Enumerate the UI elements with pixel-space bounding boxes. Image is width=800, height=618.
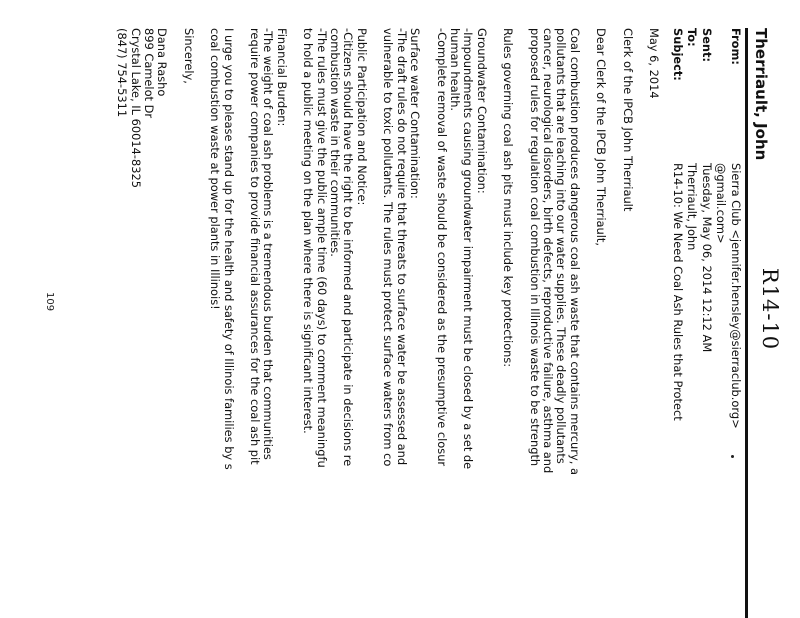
surface-line: -The draft rules do not require that threats to surface water be assessed and [394, 28, 409, 466]
intro-line: proposed rules for regulation coal combustion in Illinois waste to be strength [527, 28, 542, 467]
participation-line: Public Participation and Notice: [354, 28, 369, 206]
signature-block [115, 28, 169, 618]
groundwater-line: -Complete removal of waste should be considered as the presumptive closur [434, 28, 449, 467]
from-value: Sierra Club <jennifer.hensley@sierraclub.org> [729, 163, 743, 429]
financial-section [248, 28, 288, 618]
from-label: From: [729, 28, 743, 65]
signature-line: 899 Camelot Dr [142, 28, 157, 119]
letter-body [102, 28, 660, 618]
from-value-continued: @gmail.com> [714, 163, 729, 244]
financial-line: -The weight of coal ash problems is a tremendous burden that communities [261, 28, 276, 460]
to-value: Therriault, John [685, 163, 700, 251]
financial-line: require power companies to provide financial assurances for the coal ash pit [248, 28, 263, 465]
closing-paragraph [208, 28, 235, 618]
participation-line: -Citizens should have the right to be informed and participate in decisions re [341, 28, 356, 467]
participation-section [301, 28, 368, 618]
participation-line: -The rules must give the public ample time (60 days) to comment meaningfu [314, 28, 329, 468]
closing-line: coal combustion waste at power plants in Illinois! [208, 28, 223, 310]
intro-line: cancer, neurological disorders, birth defects, reproductive failure, asthma and [540, 28, 555, 474]
scan-speck [731, 455, 734, 458]
groundwater-section [434, 28, 488, 618]
financial-line: Financial Burden: [274, 28, 289, 127]
rules-intro: Rules governing coal ash pits must include key protections: [501, 28, 516, 368]
closing-line: I urge you to please stand up for the health and safety of Illinois families by s [221, 28, 236, 470]
signature-line: Dana Rasho [155, 28, 170, 97]
signoff: Sincerely, [181, 28, 196, 84]
subject-value: R14-10: We Need Coal Ash Rules that Protect [670, 163, 685, 421]
page-number: 109 [44, 292, 55, 312]
header-sent-row [699, 28, 714, 429]
email-header [670, 28, 743, 429]
header-subject-row [670, 28, 685, 429]
signature-line: Crystal Lake, IL 60014-8325 [128, 28, 143, 188]
signature-line: (847) 754-5311 [115, 28, 130, 118]
groundwater-line: human health. [447, 28, 462, 112]
intro-line: Coal combustion produces dangerous coal ash waste that contains mercury, a [567, 28, 582, 475]
groundwater-line: Groundwater Contamination: [474, 28, 489, 194]
sent-value: Tuesday, May 06, 2014 12:12 AM [699, 163, 714, 353]
surface-water-section [381, 28, 421, 618]
groundwater-line: -Impoundments causing groundwater impairment must be closed by a set de [461, 28, 476, 470]
to-label: To: [685, 28, 700, 47]
header-from-row-cont [714, 28, 729, 429]
docket-stamp: R14-10 [758, 267, 782, 351]
letter-date: May 6, 2014 [647, 28, 661, 99]
intro-paragraph [527, 28, 581, 618]
letter-salutation: Dear Clerk of the IPCB John Therriault, [594, 28, 609, 246]
header-from-row [728, 28, 743, 429]
participation-line: combustion waste in their communities. [328, 28, 343, 257]
subject-label: Subject: [670, 28, 685, 81]
sent-label: Sent: [699, 28, 714, 63]
header-to-row [685, 28, 700, 429]
surface-line: vulnerable to toxic pollutants. The rules must protect surface waters from co [381, 28, 396, 467]
sender-name: Therriault, John [752, 28, 770, 161]
intro-line: pollutants that are leaching into our water supplies. These deadly pollutants [554, 28, 569, 464]
letter-recipient: Clerk of the IPCB John Therriault [620, 28, 635, 212]
participation-line: to hold a public meeting on the plan where there is significant interest. [301, 28, 316, 434]
surface-line: Surface water Contamination: [408, 28, 423, 199]
header-rule [745, 28, 748, 618]
